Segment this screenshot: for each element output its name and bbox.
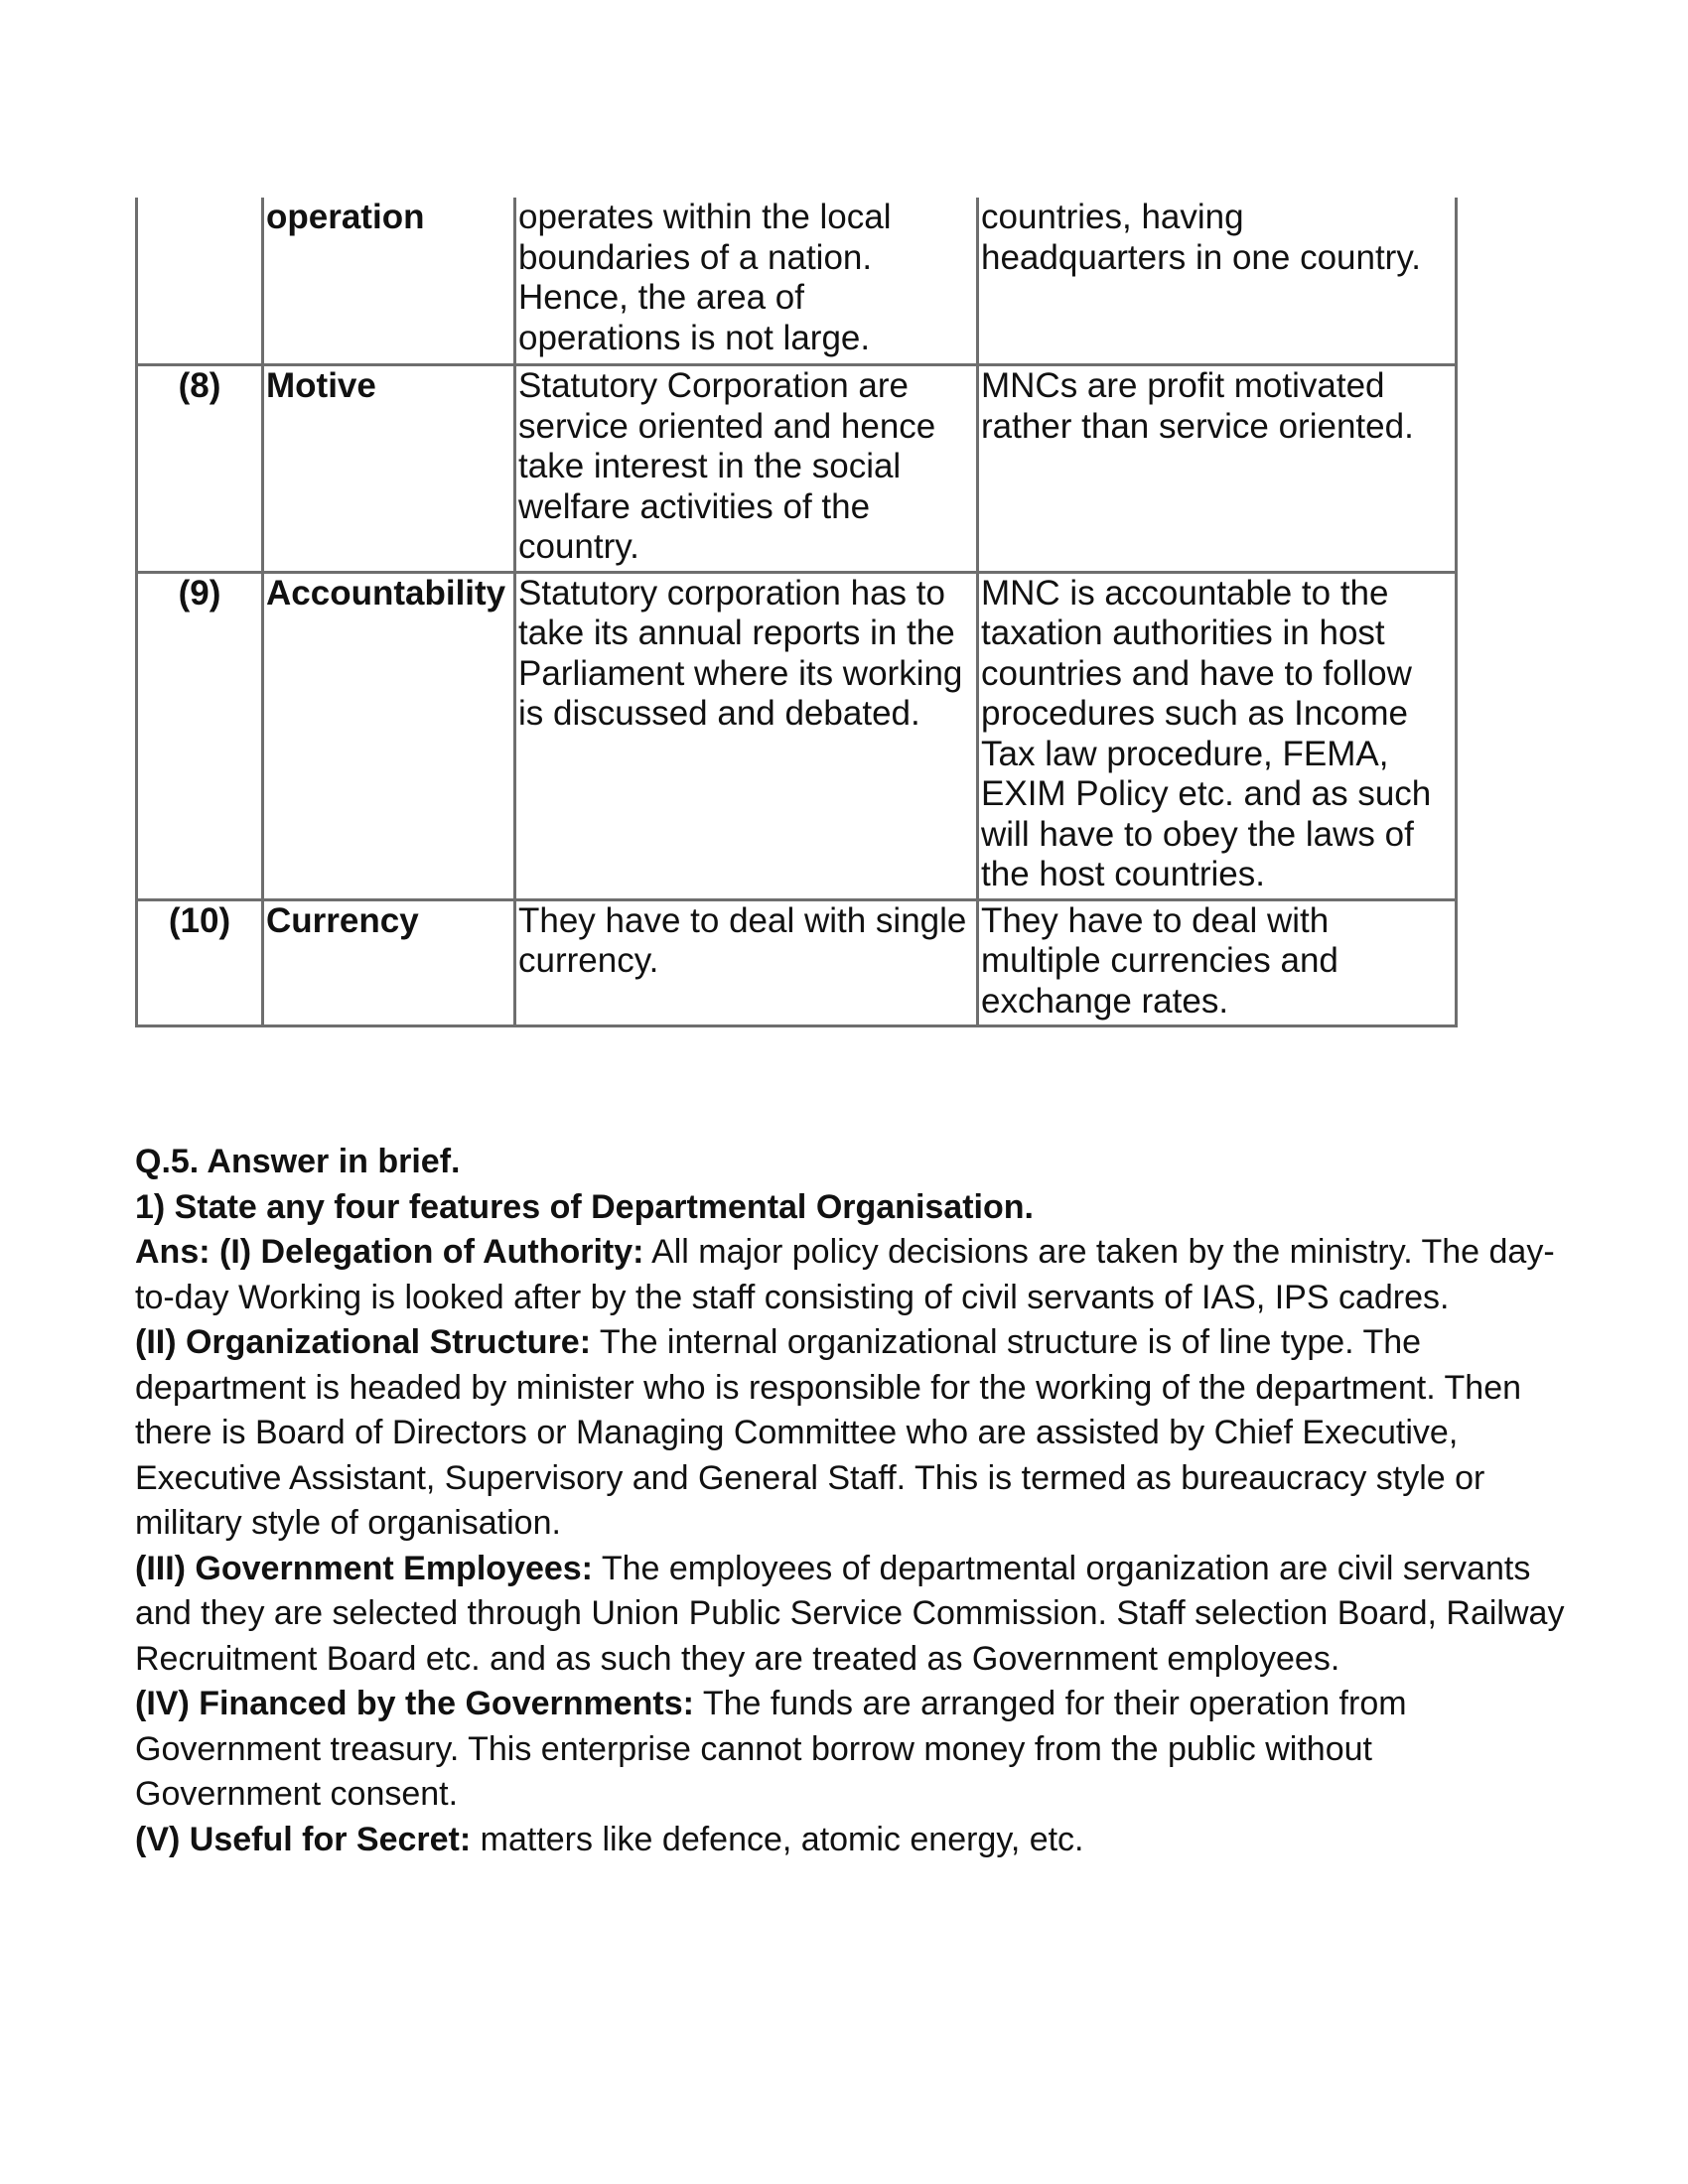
statutory-cell: operates within the local boundaries of a nation. Hence, the area of operations is not large. <box>516 198 979 363</box>
point-label: (V) Useful for Secret: <box>135 1820 472 1858</box>
answer-point <box>135 1682 1565 1818</box>
row-feature: operation <box>264 198 516 363</box>
mnc-cell: MNCs are profit motivated rather than service oriented. <box>979 363 1458 571</box>
statutory-cell: Statutory Corporation are service oriented and hence take interest in the social welfare activities of the country. <box>516 363 979 571</box>
point-label: (III) Government Employees: <box>135 1549 593 1587</box>
row-number: (10) <box>138 898 264 1025</box>
answer-prefix: Ans: <box>135 1233 211 1271</box>
mnc-cell: MNC is accountable to the taxation authorities in host countries and have to follow procedures such as Income Tax law procedure, FEMA, EXIM Policy etc. and as such will have to obey the laws of the host countries. <box>979 571 1458 898</box>
point-label: (I) Delegation of Authority: <box>219 1233 644 1271</box>
row-number: (9) <box>138 571 264 898</box>
answer-point <box>135 1320 1565 1547</box>
mnc-cell: countries, having headquarters in one country. <box>979 198 1458 363</box>
statutory-cell: Statutory corporation has to take its annual reports in the Parliament where its working is discussed and debated. <box>516 571 979 898</box>
answer-section <box>135 1140 1565 1862</box>
question-text: 1) State any four features of Departmental Organisation. <box>135 1187 1034 1226</box>
answer-point <box>135 1547 1565 1683</box>
table-row <box>138 571 1458 898</box>
row-number: (8) <box>138 363 264 571</box>
point-text: The employees of departmental organization are civil servants and they are selected through Union Public Service Commission. Staff selection Board, Railway Recruitment Board etc. and as such they are treated as Government employees. <box>135 1549 1565 1678</box>
table-row <box>138 363 1458 571</box>
statutory-cell: They have to deal with single currency. <box>516 898 979 1025</box>
row-feature: Motive <box>264 363 516 571</box>
row-number <box>138 198 264 363</box>
row-feature: Accountability <box>264 571 516 898</box>
point-label: (IV) Financed by the Governments: <box>135 1685 694 1722</box>
point-text: The internal organizational structure is of line type. The department is headed by minister who is responsible for the working of the department. Then there is Board of Directors or Managing Committee who are assisted by Chief Executive, Executive Assistant, Supervisory and General Staff. This is termed as bureaucracy style or military style of organisation. <box>135 1323 1522 1542</box>
mnc-cell: They have to deal with multiple currencies and exchange rates. <box>979 898 1458 1025</box>
table-row <box>138 898 1458 1025</box>
table-row <box>138 198 1458 363</box>
answer-point <box>135 1230 1565 1320</box>
comparison-table <box>135 198 1458 1027</box>
answer-point <box>135 1818 1565 1863</box>
point-text: matters like defence, atomic energy, etc. <box>480 1820 1084 1858</box>
section-title: Q.5. Answer in brief. <box>135 1143 461 1180</box>
point-text: The funds are arranged for their operation from Government treasury. This enterprise cannot borrow money from the public without Government consent. <box>135 1685 1407 1813</box>
point-label: (II) Organizational Structure: <box>135 1323 592 1361</box>
row-feature: Currency <box>264 898 516 1025</box>
point-text: All major policy decisions are taken by the ministry. The day-to-day Working is looked after by the staff consisting of civil servants of IAS, IPS cadres. <box>135 1233 1555 1316</box>
